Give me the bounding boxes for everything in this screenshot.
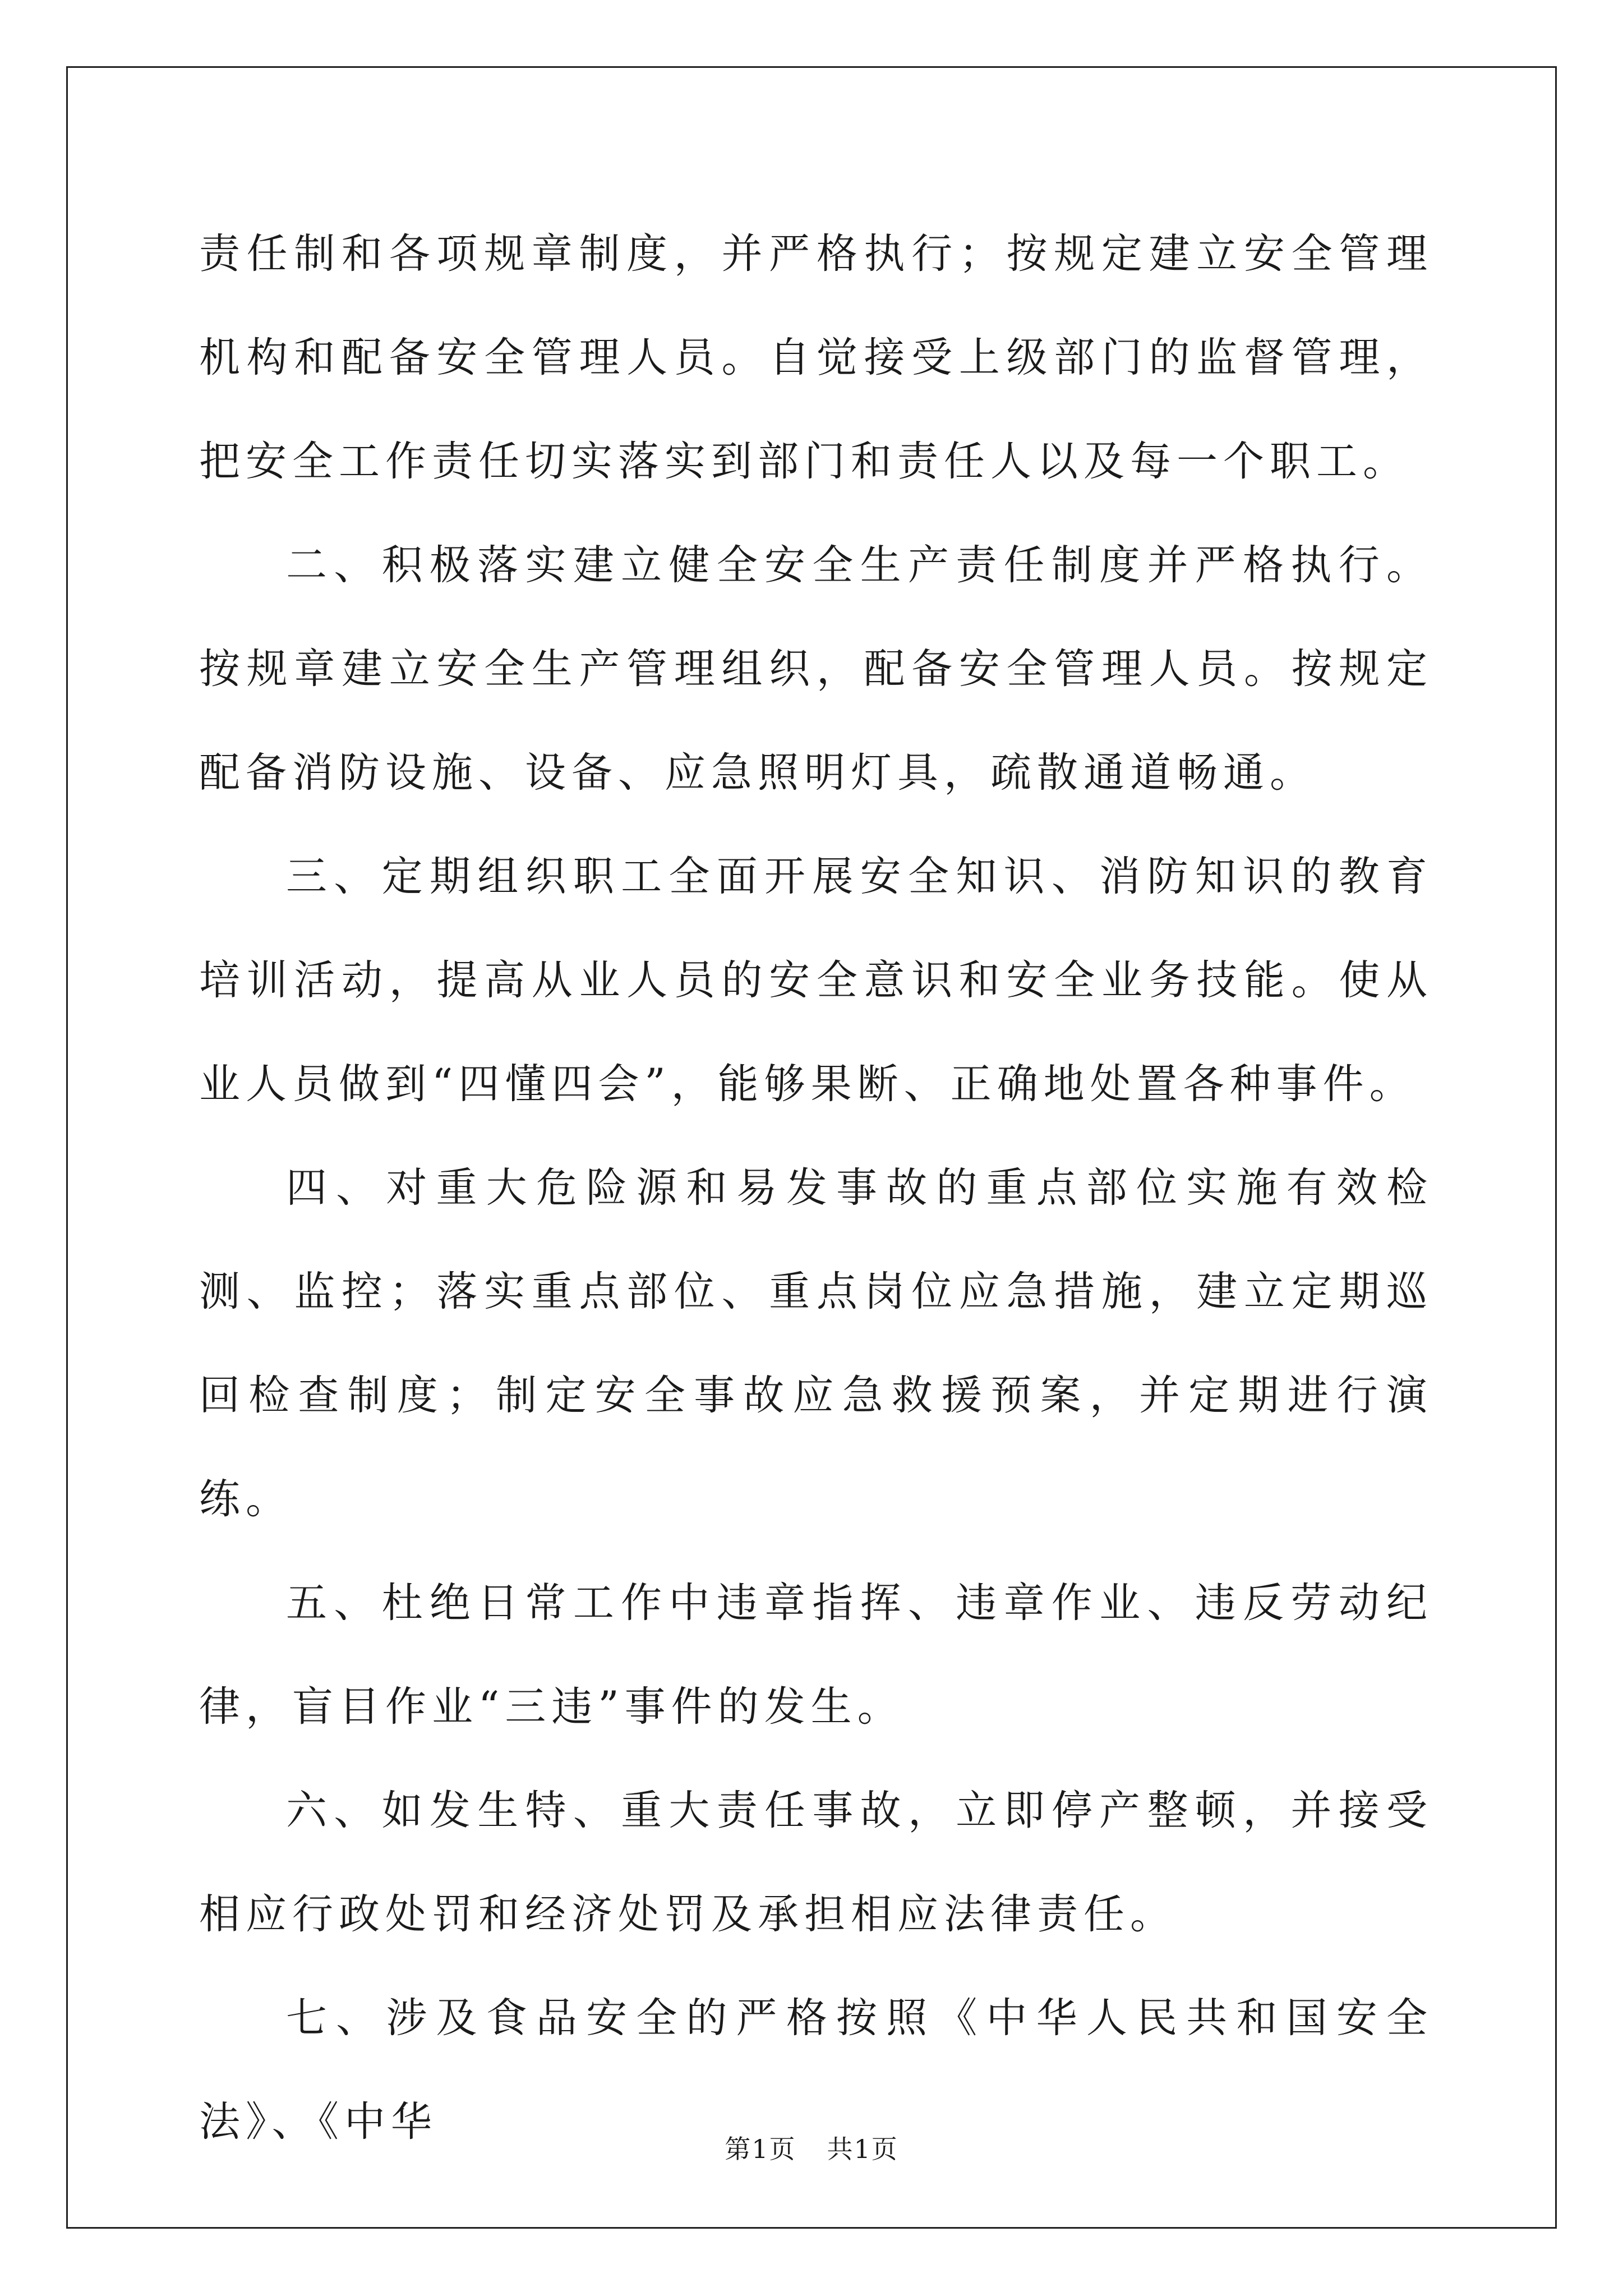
page-number: 第1页 bbox=[725, 2134, 796, 2164]
paragraph-item-2: 二、积极落实建立健全安全生产责任制度并严格执行。按规章建立安全生产管理组织，配备安全管理人员。按规定配备消防设施、设备、应急照明灯具，疏散通道畅通。 bbox=[199, 541, 1433, 797]
paragraph-item-3: 三、定期组织职工全面开展安全知识、消防知识的教育培训活动，提高从业人员的安全意识和安全业务技能。使从业人员做到“四懂四会”，能够果断、正确地处置各种事件。 bbox=[199, 853, 1433, 1108]
paragraph-continuation: 责任制和各项规章制度，并严格执行；按规定建立安全管理机构和配备安全管理人员。自觉接受上级部门的监督管理，把安全工作责任切实落实到部门和责任人以及每一个职工。 bbox=[199, 230, 1433, 485]
page-total: 共1页 bbox=[827, 2134, 898, 2164]
paragraph-item-6: 六、如发生特、重大责任事故，立即停产整顿，并接受相应行政处罚和经济处罚及承担相应法律责任。 bbox=[199, 1787, 1433, 1938]
paragraph-item-7: 七、涉及食品安全的严格按照《中华人民共和国安全法》、《中华 bbox=[199, 1994, 1433, 2146]
paragraph-item-4: 四、对重大危险源和易发事故的重点部位实施有效检测、监控；落实重点部位、重点岗位应急措施，建立定期巡回检查制度；制定安全事故应急救援预案，并定期进行演练。 bbox=[199, 1164, 1433, 1523]
document-body bbox=[199, 202, 1433, 2174]
page-footer bbox=[0, 2129, 1623, 2166]
paragraph-item-5: 五、杜绝日常工作中违章指挥、违章作业、违反劳动纪律，盲目作业“三违”事件的发生。 bbox=[199, 1579, 1433, 1731]
